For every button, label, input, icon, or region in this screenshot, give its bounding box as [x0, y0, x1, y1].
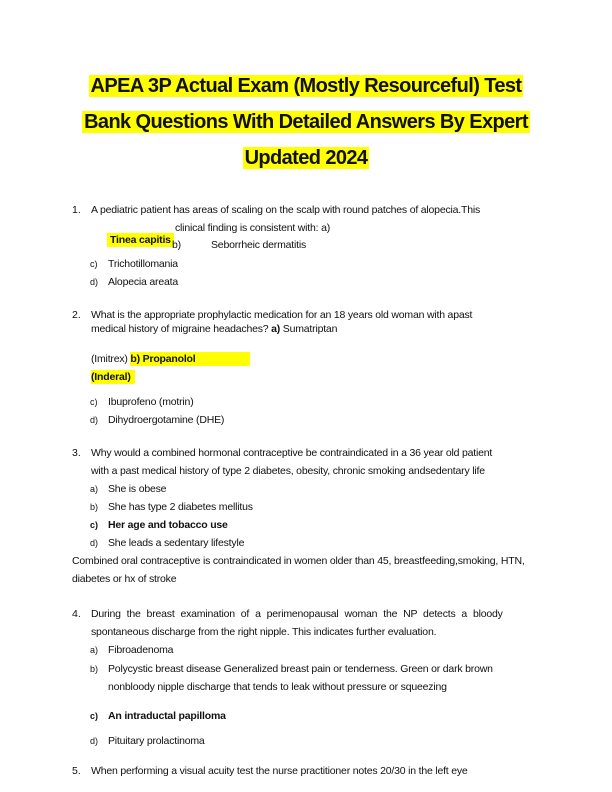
q5-stem-line1: When performing a visual acuity test the nurse practitioner notes 20/30 in the left eye: [91, 765, 468, 777]
q3-option-a-letter: a): [90, 484, 99, 494]
q2-stem-line2-text: medical history of migraine headaches?: [91, 323, 269, 335]
q3-explanation-line2: diabetes or hx of stroke: [72, 573, 177, 585]
q3-option-a: She is obese: [108, 483, 167, 495]
title-line-1: APEA 3P Actual Exam (Mostly Resourceful) Test: [90, 75, 522, 97]
document-title: [60, 68, 552, 176]
q4-option-b-line1: Polycystic breast disease Generalized breast pain or tenderness. Green or dark brown: [108, 663, 493, 675]
q3-option-b-letter: b): [90, 502, 99, 512]
q4-option-b-line2: nonbloody nipple discharge that tends to leak without pressure or squeezing: [108, 681, 447, 693]
q4-option-d-letter: d): [90, 736, 99, 746]
q2-option-a-brand: (Imitrex): [91, 353, 128, 365]
q3-explanation-line1: Combined oral contraceptive is contraindicated in women older than 45, breastfeeding,smoking, HTN,: [72, 555, 525, 567]
q1-option-b: Seborrheic dermatitis: [211, 239, 307, 251]
q4-stem-line1: During the breast examination of a perimenopausal woman the NP detects a bloody: [91, 608, 503, 620]
q3-option-b: She has type 2 diabetes mellitus: [108, 501, 253, 513]
q1-option-c-letter: c): [90, 259, 98, 269]
q1-option-b-letter: b): [172, 239, 181, 251]
q3-stem-line2: with a past medical history of type 2 diabetes, obesity, chronic smoking andsedentary life: [91, 465, 485, 477]
q4-number: 4.: [72, 608, 81, 620]
q4-answer: An intraductal papilloma: [108, 710, 226, 722]
q4-option-d: Pituitary prolactinoma: [108, 735, 205, 747]
q3-number: 3.: [72, 447, 81, 459]
q4-stem-line2: spontaneous discharge from the right nipple. This indicates further evaluation.: [91, 626, 437, 638]
q2-answer-brand: (Inderal): [91, 370, 135, 384]
q4-option-a-letter: a): [90, 645, 99, 655]
q2-option-d-letter: d): [90, 415, 99, 425]
q1-option-d: Alopecia areata: [108, 276, 178, 288]
q2-number: 2.: [72, 309, 81, 321]
q2-stem-line1: What is the appropriate prophylactic medication for an 18 years old woman with apast: [91, 309, 473, 321]
q2-answer-b-text: b) Propanolol: [130, 353, 196, 365]
q4-option-b-letter: b): [90, 664, 99, 674]
q5-number: 5.: [72, 765, 81, 777]
q2-answer-b: [130, 352, 250, 366]
q2-stem-line3: [91, 352, 250, 366]
q3-option-d: She leads a sedentary lifestyle: [108, 537, 245, 549]
q2-option-a-letter: a): [271, 323, 281, 335]
q2-option-d: Dihydroergotamine (DHE): [108, 414, 225, 426]
title-line-2: Bank Questions With Detailed Answers By Expert: [84, 111, 528, 133]
q4-option-a: Fibroadenoma: [108, 644, 174, 656]
q4-option-c-letter: c): [90, 711, 99, 721]
q2-stem-line2: [91, 322, 337, 336]
q3-answer: Her age and tobacco use: [108, 519, 228, 531]
q2-option-c-letter: c): [90, 397, 98, 407]
q1-option-d-letter: d): [90, 277, 99, 287]
q2-option-a: Sumatriptan: [282, 323, 338, 335]
q3-option-c-letter: c): [90, 520, 99, 530]
q1-stem-line2: clinical finding is consistent with: a): [175, 222, 331, 234]
q1-number: 1.: [72, 204, 81, 216]
q1-answer: Tinea capitis: [107, 233, 174, 247]
title-line-3: Updated 2024: [244, 147, 368, 169]
q1-stem-line1: A pediatric patient has areas of scaling on the scalp with round patches of alopecia.This: [91, 204, 481, 216]
q1-option-c: Trichotillomania: [108, 258, 178, 270]
q2-option-c: Ibuprofeno (motrin): [108, 396, 194, 408]
q3-stem-line1: Why would a combined hormonal contraceptive be contraindicated in a 36 year old patient: [91, 447, 493, 459]
q3-option-d-letter: d): [90, 538, 99, 548]
